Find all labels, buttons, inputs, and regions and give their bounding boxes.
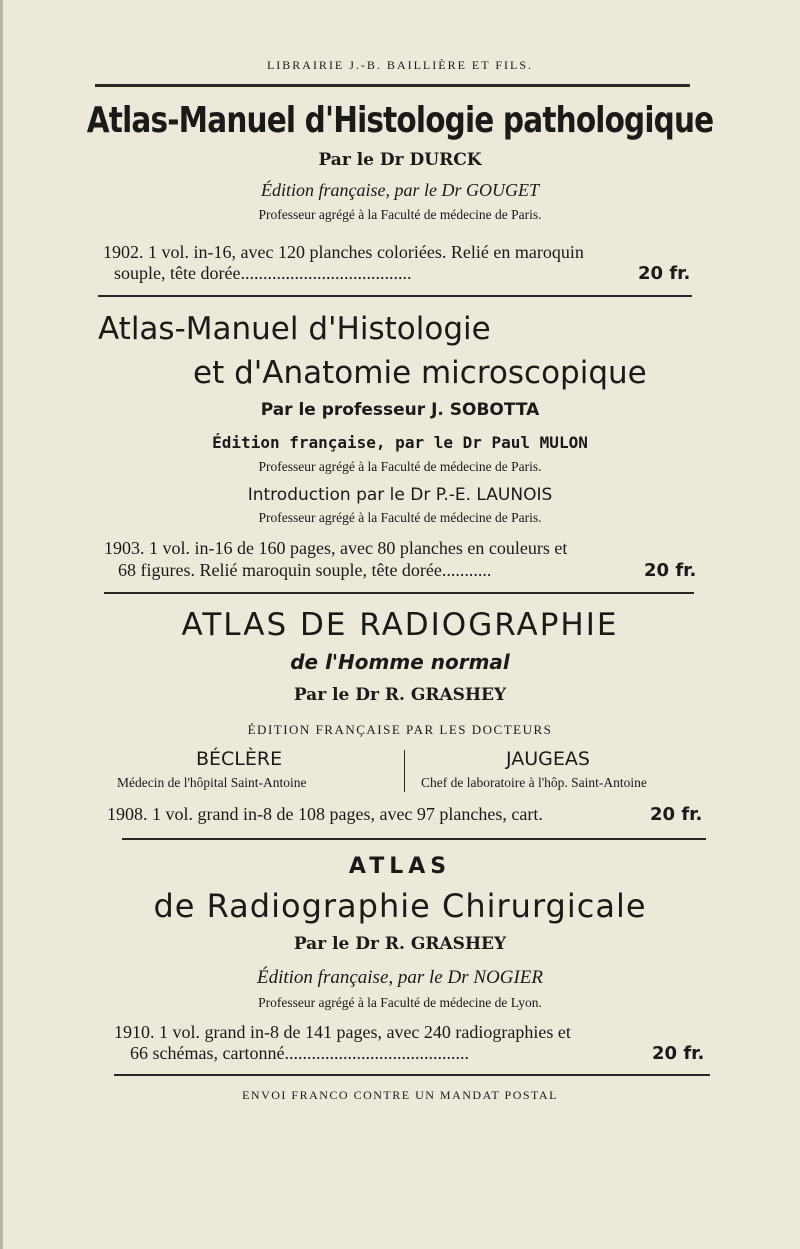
book1-title-wrap bbox=[0, 100, 800, 148]
header-rule bbox=[95, 84, 690, 87]
book2-edition: Édition française, par le Dr Paul MULON bbox=[212, 433, 588, 452]
book4-desc-line2: 66 schémas, cartonné......................................... bbox=[130, 1043, 469, 1063]
book2-price: 20 fr. bbox=[644, 560, 697, 581]
book2-rule bbox=[104, 592, 694, 594]
book2-desc-line1: 1903. 1 vol. in-16 de 160 pages, avec 80 planches en couleurs et bbox=[104, 538, 568, 558]
book2-title-line1: Atlas-Manuel d'Histologie bbox=[98, 311, 491, 347]
book2-desc-line2: 68 figures. Relié maroquin souple, tête dorée........... bbox=[118, 560, 492, 580]
book1-title: Atlas-Manuel d'Histologie pathologique bbox=[86, 100, 714, 141]
book1-translator-title: Professeur agrégé à la Faculté de médecine de Paris. bbox=[258, 207, 542, 222]
book2-title-line2: et d'Anatomie microscopique bbox=[193, 355, 647, 391]
book3-translator2-name: JAUGEAS bbox=[506, 748, 590, 770]
book2-introduction: Introduction par le Dr P.-E. LAUNOIS bbox=[247, 485, 553, 505]
book3-edition: ÉDITION FRANÇAISE PAR LES DOCTEURS bbox=[247, 722, 553, 737]
book4-rule bbox=[114, 1074, 710, 1076]
book3-translator2-title: Chef de laboratoire à l'hôp. Saint-Antoine bbox=[421, 775, 647, 790]
book3-translator1-name: BÉCLÈRE bbox=[196, 748, 283, 770]
book2-author: Par le professeur J. SOBOTTA bbox=[260, 400, 540, 420]
book3-price: 20 fr. bbox=[650, 804, 703, 825]
book3-author: Par le Dr R. GRASHEY bbox=[293, 685, 507, 705]
book1-author: Par le Dr DURCK bbox=[318, 150, 482, 170]
book1-desc-line2: souple, tête dorée...................................... bbox=[114, 263, 412, 283]
book4-translator-title: Professeur agrégé à la Faculté de médecine de Lyon. bbox=[258, 995, 542, 1010]
running-header: LIBRAIRIE J.-B. BAILLIÈRE ET FILS. bbox=[266, 58, 534, 72]
book3-translator1-title: Médecin de l'hôpital Saint-Antoine bbox=[117, 775, 307, 790]
book1-edition: Édition française, par le Dr GOUGET bbox=[261, 180, 539, 200]
book4-edition: Édition française, par le Dr NOGIER bbox=[256, 967, 544, 988]
book1-rule bbox=[98, 295, 692, 297]
book3-rule bbox=[122, 838, 706, 840]
book4-desc-line1: 1910. 1 vol. grand in-8 de 141 pages, avec 240 radiographies et bbox=[114, 1022, 571, 1042]
book4-price: 20 fr. bbox=[652, 1043, 705, 1064]
book1-desc-line1: 1902. 1 vol. in-16, avec 120 planches coloriées. Relié en maroquin bbox=[103, 242, 584, 262]
book2-translator-title: Professeur agrégé à la Faculté de médecine de Paris. bbox=[258, 459, 542, 474]
book2-intro-title: Professeur agrégé à la Faculté de médecine de Paris. bbox=[258, 510, 542, 525]
footer-note: ENVOI FRANCO CONTRE UN MANDAT POSTAL bbox=[242, 1088, 558, 1102]
book3-desc: 1908. 1 vol. grand in-8 de 108 pages, avec 97 planches, cart. bbox=[107, 804, 543, 824]
book3-divider bbox=[404, 750, 405, 792]
book4-author: Par le Dr R. GRASHEY bbox=[293, 934, 507, 954]
book1-price: 20 fr. bbox=[638, 263, 691, 284]
book3-title: ATLAS DE RADIOGRAPHIE bbox=[181, 607, 619, 643]
book4-title-line2: de Radiographie Chirurgicale bbox=[153, 887, 647, 925]
book4-title-line1: ATLAS bbox=[348, 854, 452, 879]
book3-subtitle: de l'Homme normal bbox=[290, 650, 510, 674]
